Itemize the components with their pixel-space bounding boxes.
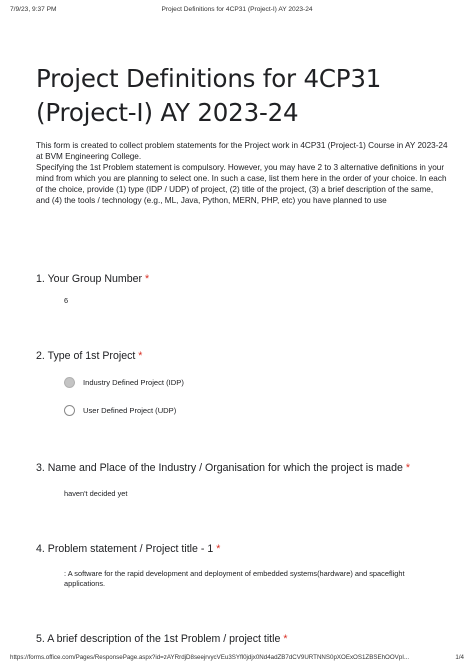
option-label: Industry Defined Project (IDP): [83, 377, 184, 387]
page-url: https://forms.office.com/Pages/ResponsePage.aspx?id=zAYRrdjD8seejrvycVEu3SYfl0jdjx0Nd4adZB7dCV9URTNNS0pXOExOS1ZBSEhOOVpI...: [10, 654, 410, 661]
question-label: 4. Problem statement / Project title - 1: [36, 543, 214, 555]
required-marker: *: [216, 543, 221, 555]
radio-unselected-icon[interactable]: [64, 405, 75, 416]
option-label: User Defined Project (UDP): [83, 405, 177, 415]
required-marker: *: [144, 273, 150, 285]
question-project-type: [36, 350, 446, 362]
question-brief-description: [36, 633, 446, 645]
print-footer: [10, 654, 464, 666]
answer-industry: haven't decided yet: [64, 489, 128, 498]
form-title: Project Definitions for 4CP31 (Project-I) AY 2023-24: [36, 64, 382, 127]
required-marker: *: [405, 462, 410, 474]
option-udp[interactable]: [64, 403, 176, 417]
print-page-title: Project Definitions for 4CP31 (Project-I) AY 2023-24: [161, 6, 313, 13]
form-description-instructions: Specifying the 1st Problem statement is compulsory. However, you may have 2 to 3 alternative definitions in your mind from which you are planning to select one. In such a case, list them here in the order of your choice. In each of the choice, provide (1) type (IDP / UDP) of project, (2) title of the project, (3) a brief description of the same, and (4) the tools / technology (e.g., ML, Java, Python, MERN, PHP, etc) you have planned to use: [36, 163, 447, 205]
question-label: 2. Type of 1st Project: [36, 350, 136, 362]
print-header: [10, 6, 464, 18]
form-description: [36, 140, 448, 206]
question-group-number: [36, 273, 446, 285]
radio-selected-icon[interactable]: [64, 377, 75, 388]
page-number: 1/4: [455, 654, 464, 661]
answer-group-number: 6: [64, 296, 69, 305]
question-label: 5. A brief description of the 1st Problem / project title: [36, 633, 281, 645]
required-marker: *: [283, 633, 288, 645]
question-label: 1. Your Group Number: [36, 273, 142, 285]
form-description-intro: This form is created to collect problem statements for the Project work in 4CP31 (Project-1) Course in AY 2023-24 at BVM Engineering College.: [36, 141, 448, 161]
question-problem-statement: [36, 543, 446, 555]
answer-problem-statement: : A software for the rapid development and deployment of embedded systems(hardware) and spaceflight applications.: [64, 569, 405, 588]
question-industry: [36, 462, 446, 474]
option-idp[interactable]: [64, 375, 184, 389]
print-datetime: 7/9/23, 9:37 PM: [10, 6, 57, 13]
question-label: 3. Name and Place of the Industry / Organisation for which the project is made: [36, 462, 403, 474]
required-marker: *: [138, 350, 143, 362]
